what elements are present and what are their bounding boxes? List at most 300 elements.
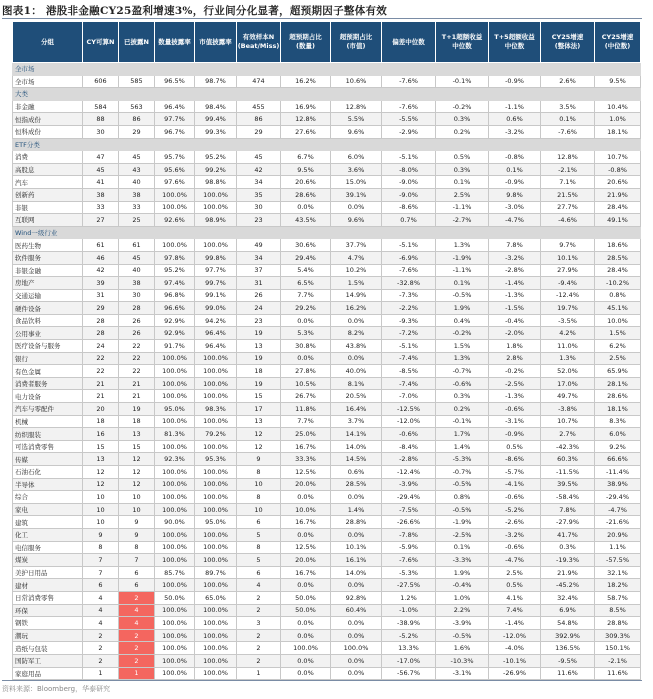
table-cell: 6.0% [595,428,641,441]
table-row [13,188,641,201]
table-cell: 1.5% [595,327,641,340]
table-cell: 95.0% [155,403,195,416]
table-cell: 7.8% [489,239,541,252]
table-cell: 4 [237,579,281,592]
table-cell: 50.0% [281,591,331,604]
table-cell: 8 [83,541,119,554]
table-cell: 0.0% [331,617,382,630]
table-cell: 22 [83,365,119,378]
table-cell: 4 [119,604,155,617]
table-cell: 100.0% [195,491,237,504]
table-cell: -2.5% [489,377,541,390]
table-cell: 1.2% [382,591,436,604]
table-cell: -3.2% [489,251,541,264]
row-label: 潮玩 [13,629,83,642]
table-cell: -2.1% [541,163,595,176]
table-cell: -19.3% [541,554,595,567]
table-row [13,604,641,617]
table-cell: 2.5% [595,352,641,365]
table-cell: 12 [83,466,119,479]
table-cell: 43.5% [281,214,331,227]
table-cell: -1.1% [436,201,489,214]
table-cell: 12.5% [281,466,331,479]
table-cell: 16.4% [331,403,382,416]
table-cell: 10.1% [331,541,382,554]
table-cell: 60.3% [541,453,595,466]
table-cell: 100.0% [155,617,195,630]
table-cell: 27.7% [541,201,595,214]
table-cell: 20.0% [281,554,331,567]
table-cell: 16.2% [281,75,331,88]
table-row [13,642,641,655]
table-cell: -0.2% [489,365,541,378]
table-cell: 29 [119,125,155,138]
column-header: CY25增速 (中位数) [595,22,641,63]
table-cell: 150.1% [595,642,641,655]
table-cell: 20.9% [595,528,641,541]
table-cell: 22 [119,340,155,353]
column-header: T+5超额收益 中位数 [489,22,541,63]
table-cell: 100.0% [195,528,237,541]
table-cell: 38 [83,188,119,201]
table-cell: -29.4% [595,491,641,504]
table-cell: 100.0% [155,440,195,453]
table-cell: -8.5% [382,365,436,378]
table-cell: 2 [119,591,155,604]
table-cell: 99.0% [195,302,237,315]
table-cell: 9.6% [331,214,382,227]
table-cell: 0.2% [436,125,489,138]
section-label: 全市场 [13,63,641,76]
table-cell: 100.0% [195,604,237,617]
table-cell: -1.5% [489,302,541,315]
table-cell: 18 [83,415,119,428]
row-label: 医疗设备与服务 [13,340,83,353]
table-cell: 97.7% [195,264,237,277]
table-cell: 0.3% [436,163,489,176]
table-cell: 2 [237,604,281,617]
table-cell: -0.4% [489,314,541,327]
table-cell: 100.0% [155,629,195,642]
table-cell: 25.0% [281,428,331,441]
table-cell: 38.9% [595,478,641,491]
table-cell: 100.0% [195,579,237,592]
column-header: 超预期占比 (市值) [331,22,382,63]
table-cell: 5 [237,554,281,567]
table-cell: 33 [83,201,119,214]
table-cell: 16.7% [281,566,331,579]
table-cell: 0.0% [281,579,331,592]
table-cell: -7.3% [382,289,436,302]
table-cell: -5.5% [382,113,436,126]
table-cell: 12 [119,466,155,479]
table-cell: 1.3% [436,352,489,365]
table-cell: 61 [83,239,119,252]
table-cell: -1.3% [489,289,541,302]
table-cell: 100.0% [195,365,237,378]
table-cell: -0.2% [436,100,489,113]
table-cell: 392.9% [541,629,595,642]
table-cell: 89.7% [195,566,237,579]
table-cell: -8.6% [489,453,541,466]
section-row [13,63,641,76]
table-cell: -26.9% [489,667,541,680]
table-cell: 100.0% [155,466,195,479]
table-cell: 0.0% [331,528,382,541]
table-cell: 5.3% [281,327,331,340]
table-cell: 100.0% [155,239,195,252]
table-cell: 8.2% [331,327,382,340]
table-cell: -2.1% [595,654,641,667]
table-cell: 96.4% [195,340,237,353]
table-cell: 28.6% [595,390,641,403]
table-cell: 2.6% [541,75,595,88]
table-cell: -9.0% [382,188,436,201]
table-cell: 39.5% [541,478,595,491]
table-cell: 10.6% [331,75,382,88]
table-cell: 33 [119,201,155,214]
table-cell: -9.3% [382,314,436,327]
table-cell: -3.1% [436,667,489,680]
table-cell: 100.0% [155,554,195,567]
table-row [13,239,641,252]
table-cell: 97.7% [155,113,195,126]
table-cell: 1.1% [595,541,641,554]
table-cell: 97.6% [155,176,195,189]
table-cell: 2.7% [541,428,595,441]
row-label: 钢铁 [13,617,83,630]
row-label: 可选消费零售 [13,440,83,453]
table-cell: 100.0% [195,201,237,214]
table-cell: 50.0% [281,604,331,617]
table-cell: -7.6% [382,75,436,88]
column-header: 偏差中位数 [382,22,436,63]
table-cell: 3.7% [331,415,382,428]
table-row [13,654,641,667]
table-cell: 29.4% [281,251,331,264]
table-cell: -3.9% [436,617,489,630]
table-cell: 24 [237,302,281,315]
row-label: 恒科成份 [13,125,83,138]
table-cell: 474 [237,75,281,88]
table-cell: 39 [83,277,119,290]
table-cell: 11.6% [595,667,641,680]
row-label: 美护日用品 [13,566,83,579]
table-cell: -0.5% [436,478,489,491]
table-cell: 98.8% [195,176,237,189]
table-cell: -3.2% [489,528,541,541]
table-cell: 10.5% [281,377,331,390]
table-cell: 0.1% [541,113,595,126]
table-cell: 20 [83,403,119,416]
table-cell: 10.0% [281,503,331,516]
table-cell: -5.1% [382,151,436,164]
table-cell: 7.4% [489,604,541,617]
table-cell: 2 [83,654,119,667]
table-row [13,201,641,214]
table-cell: 0.0% [331,314,382,327]
table-row [13,163,641,176]
table-row [13,478,641,491]
row-label: 电信服务 [13,541,83,554]
table-cell: 60.4% [331,604,382,617]
section-label: 大类 [13,88,641,101]
table-cell: 33.3% [281,453,331,466]
table-cell: 19 [237,352,281,365]
table-cell: 40 [119,264,155,277]
table-cell: -5.2% [382,629,436,642]
table-cell: 14.0% [331,566,382,579]
table-cell: 96.5% [155,75,195,88]
table-cell: 26 [119,327,155,340]
table-cell: -1.1% [436,264,489,277]
table-cell: 12 [119,453,155,466]
table-cell: 17.0% [541,377,595,390]
table-cell: 34 [237,176,281,189]
table-cell: -1.1% [489,100,541,113]
table-cell: -3.0% [489,201,541,214]
row-label: 创新药 [13,188,83,201]
table-cell: 86 [119,113,155,126]
table-cell: -7.4% [382,352,436,365]
column-header: T+1超额收益 中位数 [436,22,489,63]
table-cell: -0.5% [436,289,489,302]
table-cell: 46 [83,251,119,264]
table-cell: 99.4% [195,113,237,126]
table-cell: 1.0% [436,591,489,604]
table-cell: -6.9% [382,251,436,264]
table-cell: 12 [119,478,155,491]
table-cell: -1.3% [489,390,541,403]
table-cell: -2.8% [489,264,541,277]
table-cell: 94.2% [195,314,237,327]
table-cell: -27.5% [382,579,436,592]
table-cell: 13.3% [382,642,436,655]
table-cell: 12.5% [281,541,331,554]
table-cell: 6 [237,566,281,579]
table-cell: 13 [237,340,281,353]
table-cell: 49.1% [595,214,641,227]
table-cell: -0.9% [489,75,541,88]
table-cell: 10.4% [595,100,641,113]
table-cell: 45 [119,151,155,164]
figure-title: 图表1： 港股非金融CY25盈利增速3%，行业间分化显著，超预期因子整体有效 [2,5,388,17]
table-cell: -12.4% [382,466,436,479]
table-cell: 35 [237,188,281,201]
table-cell: 100.0% [155,503,195,516]
row-label: 银行 [13,352,83,365]
table-cell: 19 [119,403,155,416]
table-cell: 0.5% [489,440,541,453]
table-cell: 42 [83,264,119,277]
table-cell: 25 [119,214,155,227]
table-cell: 100.0% [195,654,237,667]
table-cell: 29 [237,125,281,138]
row-label: 消费者服务 [13,377,83,390]
table-cell: -10.1% [489,654,541,667]
table-cell: -0.6% [436,377,489,390]
table-cell: -32.8% [382,277,436,290]
table-cell: 16 [83,428,119,441]
row-label: 造纸与包装 [13,642,83,655]
table-cell: 0.3% [541,541,595,554]
table-cell: 2.5% [489,566,541,579]
table-cell: 0.1% [436,176,489,189]
table-cell: 28.4% [595,201,641,214]
table-cell: 100.0% [155,377,195,390]
table-cell: 10 [83,491,119,504]
table-cell: 42 [237,163,281,176]
table-cell: 18.6% [595,239,641,252]
table-cell: 19 [237,327,281,340]
table-header [13,22,641,63]
table-cell: 4 [119,617,155,630]
table-cell: 47 [83,151,119,164]
table-cell: 17 [237,403,281,416]
table-cell: 100.0% [195,617,237,630]
table-cell: 95.6% [155,163,195,176]
table-cell: 39.1% [331,188,382,201]
table-cell: 0.0% [281,629,331,642]
table-cell: 7.7% [281,289,331,302]
table-cell: 5 [237,528,281,541]
table-cell: -10.2% [595,277,641,290]
row-label: 煤炭 [13,554,83,567]
table-cell: 100.0% [195,642,237,655]
row-label: 建材 [13,579,83,592]
table-cell: 11.0% [541,340,595,353]
table-cell: 0.0% [331,654,382,667]
table-cell: 34 [237,251,281,264]
table-cell: 95.7% [155,151,195,164]
table-cell: 100.0% [155,604,195,617]
table-cell: -57.5% [595,554,641,567]
table-cell: -0.8% [489,151,541,164]
section-row [13,226,641,239]
table-cell: 4 [83,591,119,604]
table-cell: 12 [237,440,281,453]
table-cell: 3 [237,617,281,630]
table-cell: 32.1% [595,566,641,579]
table-row [13,151,641,164]
table-cell: 1.5% [331,277,382,290]
table-cell: 100.0% [281,642,331,655]
row-label: 非银金融 [13,264,83,277]
table-cell: 28.1% [595,377,641,390]
table-cell: 0.0% [281,201,331,214]
table-cell: 79.2% [195,428,237,441]
table-cell: 0.5% [436,151,489,164]
table-cell: 15.0% [331,176,382,189]
table-cell: 2 [237,654,281,667]
table-cell: 20.6% [281,176,331,189]
table-cell: 100.0% [195,440,237,453]
section-label: ETF分类 [13,138,641,151]
table-cell: -1.9% [436,516,489,529]
table-cell: 11.6% [541,667,595,680]
table-cell: 41 [83,176,119,189]
table-cell: 28.8% [595,617,641,630]
table-cell: -0.4% [436,579,489,592]
table-row [13,415,641,428]
table-cell: 90.0% [155,516,195,529]
row-label: 汽车与零配件 [13,403,83,416]
table-cell: 100.0% [195,377,237,390]
table-cell: 30 [237,201,281,214]
table-cell: 6.9% [541,604,595,617]
row-label: 有色金属 [13,365,83,378]
row-label: 交通运输 [13,289,83,302]
table-cell: 0.0% [281,352,331,365]
table-cell: -7.4% [382,377,436,390]
table-cell: 8 [119,541,155,554]
table-cell: -3.9% [382,478,436,491]
table-cell: 37.7% [331,239,382,252]
table-cell: -56.7% [382,667,436,680]
table-cell: -5.2% [489,503,541,516]
table-cell: 28 [83,314,119,327]
row-label: 恒指成份 [13,113,83,126]
table-cell: 45 [83,163,119,176]
table-cell: 7 [83,566,119,579]
table-cell: 13 [237,415,281,428]
table-cell: 1.8% [489,340,541,353]
table-cell: -0.7% [436,365,489,378]
table-cell: 7 [119,554,155,567]
row-label: 建筑 [13,516,83,529]
table-cell: 99.7% [195,277,237,290]
table-cell: 7.8% [541,503,595,516]
row-label: 国防军工 [13,654,83,667]
table-cell: 9 [237,453,281,466]
table-cell: -0.7% [436,466,489,479]
row-label: 家庭用品 [13,667,83,680]
table-row [13,554,641,567]
table-cell: -3.8% [541,403,595,416]
table-cell: 98.7% [195,75,237,88]
table-cell: 100.0% [155,541,195,554]
table-cell: -2.7% [436,214,489,227]
table-cell: 10 [237,503,281,516]
table-cell: 10 [237,478,281,491]
table-cell: 563 [119,100,155,113]
column-header: 市值披露率 [195,22,237,63]
table-row [13,289,641,302]
table-cell: 24 [83,340,119,353]
table-cell: -4.7% [489,554,541,567]
table-cell: 1.9% [436,302,489,315]
table-cell: -7.2% [382,327,436,340]
table-cell: -3.5% [541,314,595,327]
table-cell: 100.0% [155,667,195,680]
table-cell: -4.7% [489,214,541,227]
table-cell: 0.7% [382,214,436,227]
table-cell: -45.2% [541,579,595,592]
row-label: 硬件设备 [13,302,83,315]
table-cell: 15 [119,440,155,453]
table-cell: 21 [83,377,119,390]
table-cell: 8.5% [595,604,641,617]
table-cell: 96.4% [195,327,237,340]
table-cell: 21.5% [541,188,595,201]
table-cell: 100.0% [195,466,237,479]
table-cell: 43.8% [331,340,382,353]
table-cell: 100.0% [155,478,195,491]
table-cell: 95.0% [195,516,237,529]
table-cell: 1.3% [541,352,595,365]
table-cell: -5.3% [382,566,436,579]
table-cell: -5.9% [382,541,436,554]
